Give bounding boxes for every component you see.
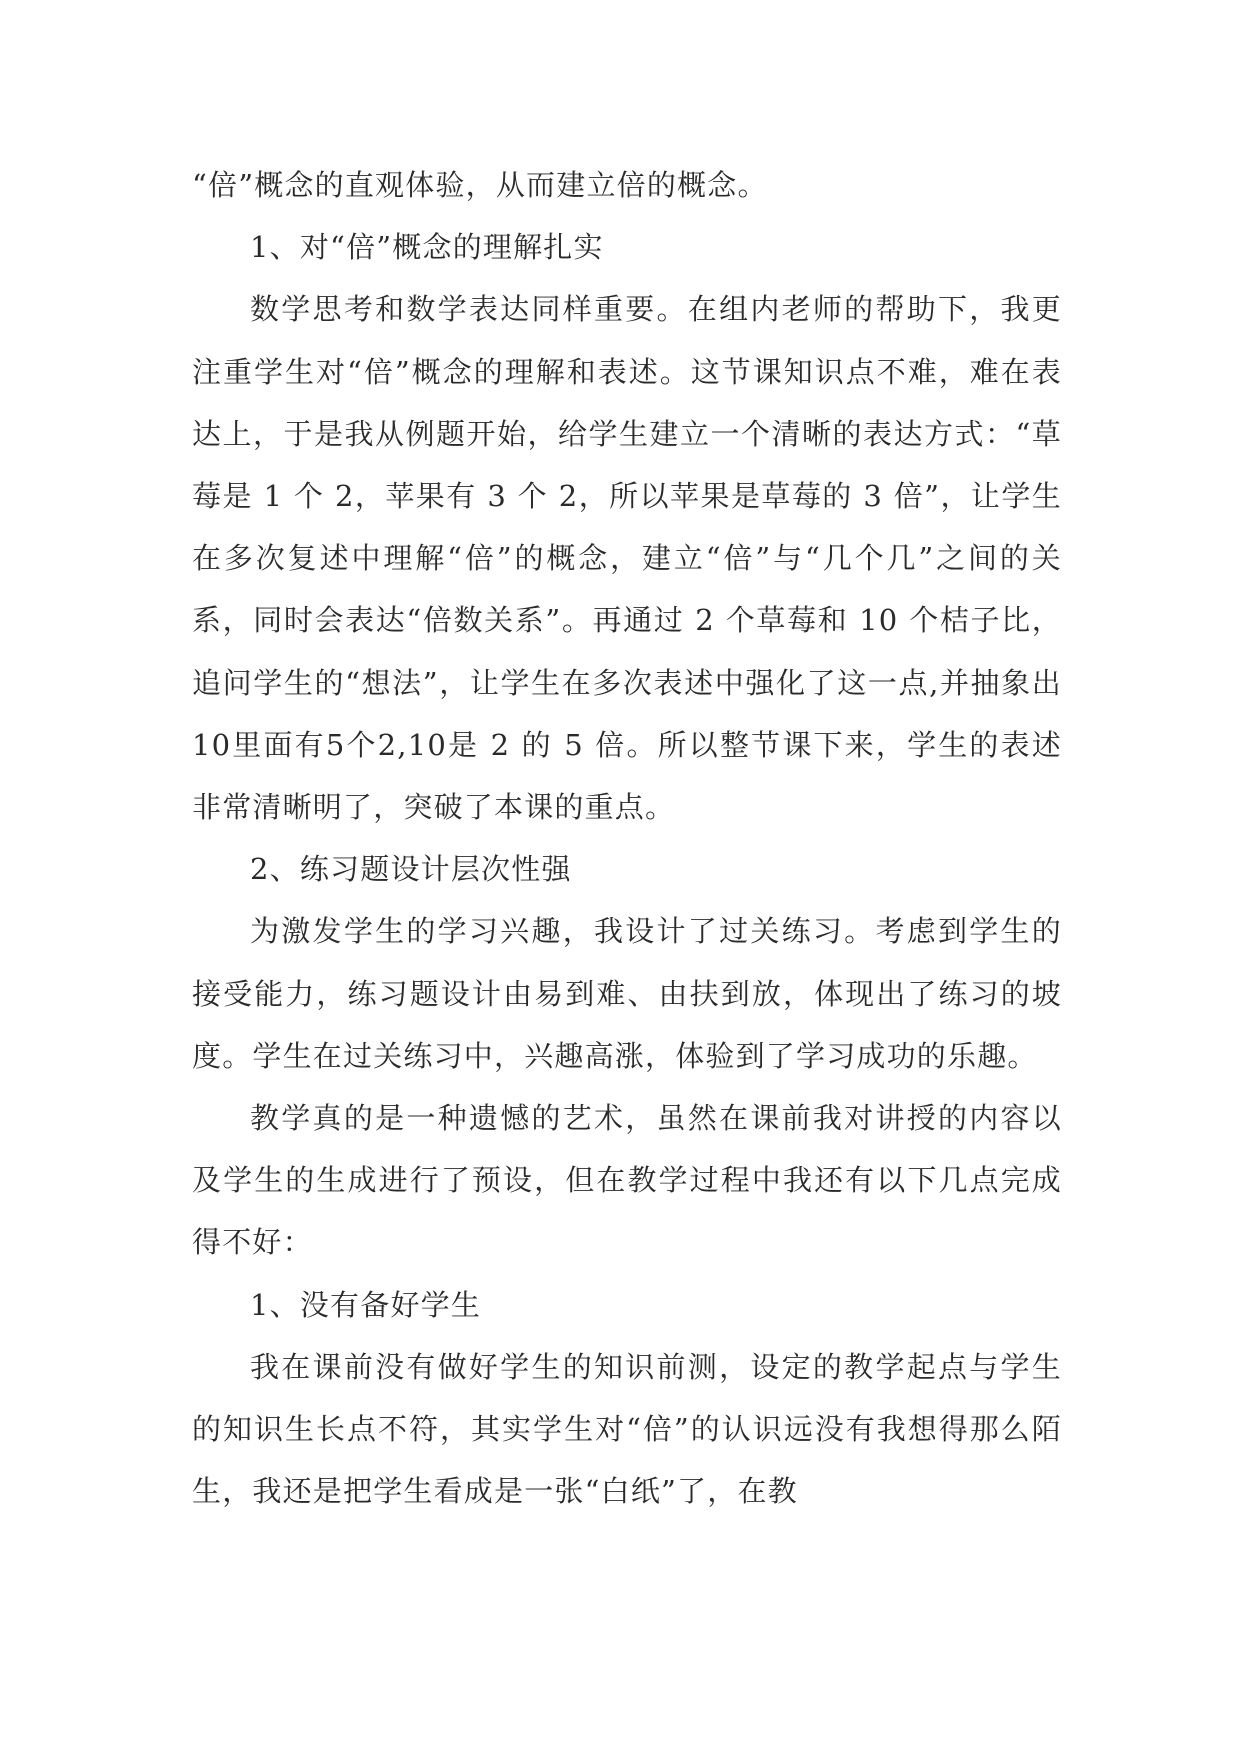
section-heading-exercises: 2、练习题设计层次性强 xyxy=(250,852,572,887)
paragraph-regrets: 教学真的是一种遗憾的艺术，虽然在课前我对讲授的内容以及学生的生成进行了预设，但在教学过程中我还有以下几点完成得不好： xyxy=(192,1101,1062,1260)
paragraph-math-expression: 数学思考和数学表达同样重要。在组内老师的帮助下，我更注重学生对“倍”概念的理解和表述。这节课知识点不难，难在表达上，于是我从例题开始，给学生建立一个清晰的表达方式：“草莓是 1 个 2，苹果有 3 个 2，所以苹果是草莓的 3 倍”，让学生在多次复述中理解“倍”的概念，建立“倍”与“几个几”之间的关系，同时会表达“倍数关系”。再通过 2 个草莓和 10 个桔子比，追问学生的“想法”，让学生在多次表述中强化了这一点,并抽象出10里面有5个2,10是 2 的 5 倍。所以整节课下来，学生的表述非常清晰明了，突破了本课的重点。 xyxy=(192,292,1062,825)
section-heading-students: 1、没有备好学生 xyxy=(250,1287,482,1322)
paragraph-exercises: 为激发学生的学习兴趣，我设计了过关练习。考虑到学生的接受能力，练习题设计由易到难、由扶到放，体现出了练习的坡度。学生在过关练习中，兴趣高涨，体验到了学习成功的乐趣。 xyxy=(192,914,1062,1073)
paragraph-students: 我在课前没有做好学生的知识前测，设定的教学起点与学生的知识生长点不符，其实学生对“倍”的认识远没有我想得那么陌生，我还是把学生看成是一张“白纸”了，在教 xyxy=(192,1349,1062,1509)
section-heading-understanding: 1、对“倍”概念的理解扎实 xyxy=(250,230,604,265)
document-page xyxy=(192,154,1062,1522)
paragraph-continuation: “倍”概念的直观体验，从而建立倍的概念。 xyxy=(192,168,768,202)
